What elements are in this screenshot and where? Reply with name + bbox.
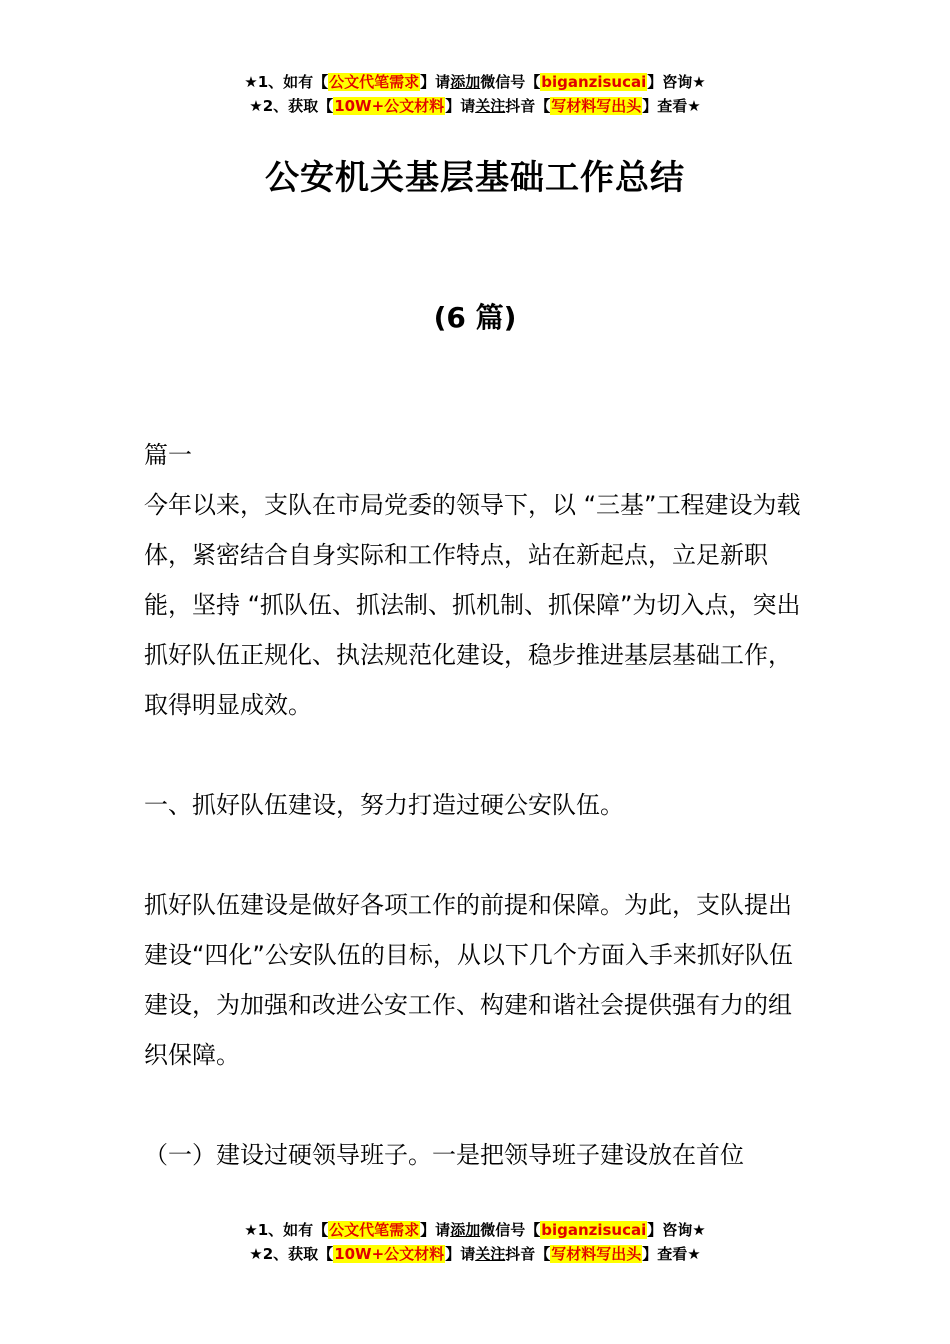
paragraph-intro: 今年以来，支队在市局党委的领导下，以 “三基”工程建设为载体，紧密结合自身实际和工作特点，站在新起点，立足新职能，坚持 “抓队伍、抓法制、抓机制、抓保障”为切入点，突出抓好队伍正规化、执法规范化建设，稳步推进基层基础工作，取得明显成效。: [144, 491, 801, 719]
banner-line-2: [0, 1242, 950, 1266]
highlight-materials: 10W+公文材料: [334, 1245, 445, 1263]
highlight-douyin-account: 写材料写出头: [551, 1245, 642, 1263]
banner-text: ★1、如有【: [244, 73, 329, 91]
banner-text: 】请: [445, 1245, 476, 1263]
header-banner: [0, 70, 950, 118]
banner-line-1: [0, 1218, 950, 1242]
banner-text: 】请: [445, 97, 476, 115]
banner-underlined: 关注: [475, 97, 506, 115]
banner-underlined: 添加: [450, 1221, 481, 1239]
document-subtitle: (6 篇): [433, 301, 517, 334]
highlight-service: 公文代笔需求: [329, 73, 420, 91]
highlight-wechat-id: biganzisucai: [541, 73, 647, 91]
banner-text: 】请: [420, 73, 451, 91]
banner-text: 】请: [420, 1221, 451, 1239]
banner-underlined: 添加: [450, 73, 481, 91]
banner-text: ★2、获取【: [249, 97, 334, 115]
banner-line-2: [0, 94, 950, 118]
banner-text: 微信号【: [480, 1221, 541, 1239]
paragraph-leadership: （一）建设过硬领导班子。一是把领导班子建设放在首位: [144, 1141, 744, 1169]
footer-banner: [0, 1218, 950, 1266]
paragraph-team-building: 抓好队伍建设是做好各项工作的前提和保障。为此，支队提出建设“四化”公安队伍的目标，从以下几个方面入手来抓好队伍建设，为加强和改进公安工作、构建和谐社会提供强有力的组织保障。: [144, 891, 793, 1069]
section-heading: 一、抓好队伍建设，努力打造过硬公安队伍。: [144, 791, 624, 819]
highlight-douyin-account: 写材料写出头: [551, 97, 642, 115]
banner-text: 】查看★: [642, 97, 701, 115]
banner-text: 】查看★: [642, 1245, 701, 1263]
banner-text: 】咨询★: [647, 73, 706, 91]
banner-text: 微信号【: [480, 73, 541, 91]
highlight-service: 公文代笔需求: [329, 1221, 420, 1239]
banner-text: ★1、如有【: [244, 1221, 329, 1239]
section-label: 篇一: [144, 441, 192, 469]
document-title: 公安机关基层基础工作总结: [265, 158, 685, 198]
banner-text: ★2、获取【: [249, 1245, 334, 1263]
banner-text: 抖音【: [505, 97, 551, 115]
highlight-materials: 10W+公文材料: [334, 97, 445, 115]
banner-underlined: 关注: [475, 1245, 506, 1263]
document-body: [144, 430, 809, 1180]
banner-text: 】咨询★: [647, 1221, 706, 1239]
banner-text: 抖音【: [505, 1245, 551, 1263]
highlight-wechat-id: biganzisucai: [541, 1221, 647, 1239]
banner-line-1: [0, 70, 950, 94]
